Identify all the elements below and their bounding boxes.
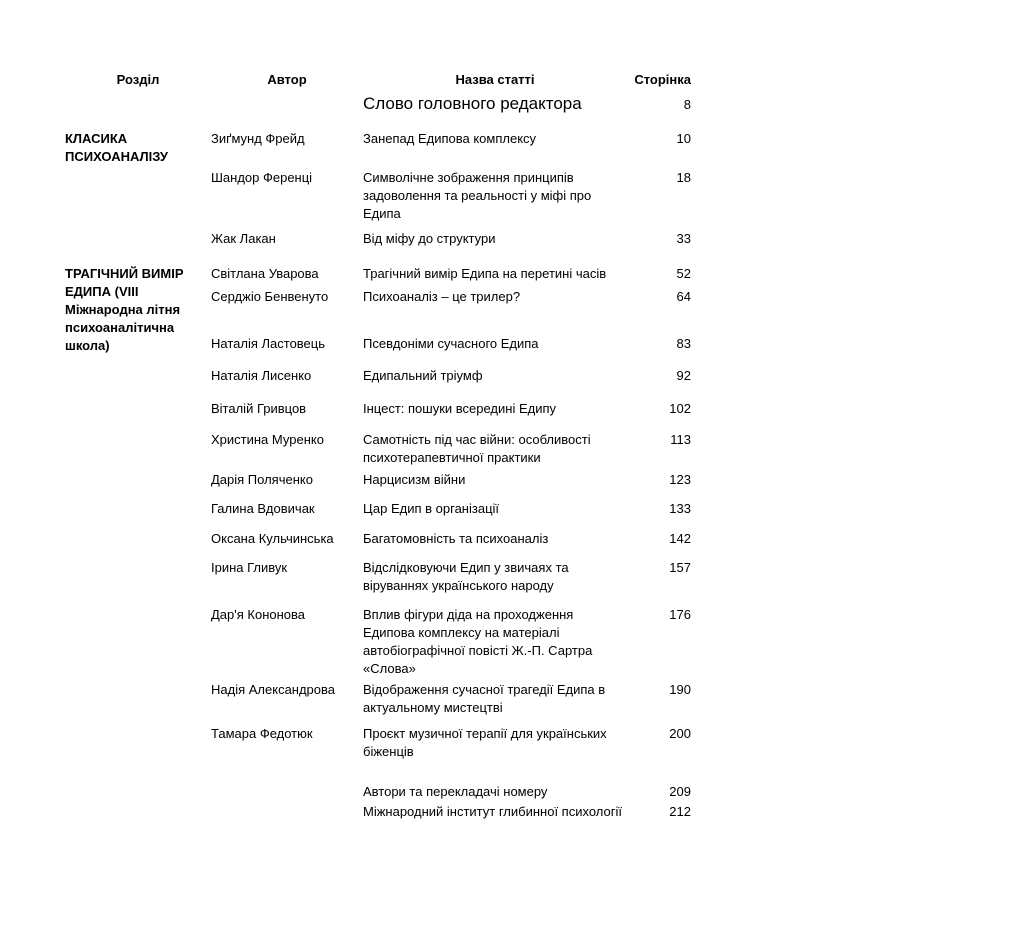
toc-row [363, 783, 691, 801]
toc-row [211, 725, 691, 761]
page-number: 18 [676, 170, 691, 185]
page-number: 157 [669, 560, 691, 575]
toc-row [211, 559, 691, 595]
author-cell: Дар'я Кононова [211, 607, 306, 622]
toc-row [211, 335, 691, 353]
title-cell: Вплив фігури діда на проходження Едипова комплексу на матеріалі автобіографічної повісті Ж.-П. Сартра «Слова» [363, 607, 593, 676]
toc-row [211, 471, 691, 489]
author-cell: Серджіо Бенвенуто [211, 289, 329, 304]
author-cell: Наталія Ластовець [211, 336, 326, 351]
column-header-author: Автор [267, 72, 307, 87]
toc-row [211, 681, 691, 717]
table-of-contents [65, 71, 691, 821]
author-cell: Жак Лакан [211, 231, 276, 246]
toc-row [211, 500, 691, 518]
page-number: 33 [676, 231, 691, 246]
page-number: 83 [676, 336, 691, 351]
column-header-section: Розділ [116, 72, 160, 87]
title-cell: Символічне зображення принципів задоволення та реальності у міфі про Едипа [363, 170, 592, 221]
title-cell: Міжнародний інститут глибинної психології [363, 804, 622, 819]
section-rows [211, 130, 691, 248]
toc-row-editor [363, 93, 691, 115]
toc-row [211, 230, 691, 248]
page-number: 92 [676, 368, 691, 383]
toc-row [211, 431, 691, 467]
page-number: 212 [669, 804, 691, 819]
title-cell: Автори та перекладачі номеру [363, 784, 548, 799]
toc-row [211, 400, 691, 418]
author-cell: Наталія Лисенко [211, 368, 312, 383]
toc-row [211, 265, 691, 283]
title-cell: Занепад Едипова комплексу [363, 131, 537, 146]
author-cell: Ірина Гливук [211, 560, 288, 575]
toc-row [363, 803, 691, 821]
title-cell: Нарцисизм війни [363, 472, 466, 487]
title-cell: Цар Едип в організації [363, 501, 500, 516]
page-number: 10 [676, 131, 691, 146]
page-number: 64 [676, 289, 691, 304]
title-cell: Трагічний вимір Едипа на перетині часів [363, 266, 607, 281]
author-cell: Дарія Поляченко [211, 472, 313, 487]
page-number: 8 [683, 97, 691, 112]
toc-row [211, 130, 691, 148]
page-number: 142 [669, 531, 691, 546]
toc-header-row [65, 71, 691, 89]
page-number: 113 [670, 432, 691, 447]
page-number: 190 [669, 682, 691, 697]
toc-row [211, 367, 691, 385]
section-title: КЛАСИКА ПСИХОАНАЛІЗУ [65, 131, 168, 164]
author-cell: Світлана Уварова [211, 266, 319, 281]
author-cell: Тамара Федотюк [211, 726, 313, 741]
author-cell: Галина Вдовичак [211, 501, 315, 516]
author-cell: Віталій Гривцов [211, 401, 307, 416]
page-number: 176 [669, 607, 691, 622]
author-cell: Оксана Кульчинська [211, 531, 334, 546]
page-number: 200 [669, 726, 691, 741]
title-cell: Відображення сучасної трагедії Едипа в актуальному мистецтві [363, 682, 606, 715]
title-cell: Від міфу до структури [363, 231, 496, 246]
author-cell: Христина Муренко [211, 432, 324, 447]
title-cell: Відслідковуючи Едип у звичаях та віруваннях українського народу [363, 560, 569, 593]
toc-row [211, 530, 691, 548]
title-cell: Слово головного редактора [363, 94, 582, 113]
page-number: 102 [669, 401, 691, 416]
page-number: 123 [669, 472, 691, 487]
column-header-title: Назва статті [455, 72, 535, 87]
author-cell: Зиґмунд Фрейд [211, 131, 305, 146]
toc-row [211, 606, 691, 678]
title-cell: Самотність під час війни: особливості психотерапевтичної практики [363, 432, 591, 465]
author-cell: Шандор Ференці [211, 170, 313, 185]
title-cell: Проєкт музичної терапії для українських біженців [363, 726, 607, 759]
section-tragic-dimension [65, 265, 691, 761]
title-cell: Інцест: пошуки всередині Едипу [363, 401, 557, 416]
toc-row [211, 288, 691, 306]
author-cell: Надія Александрова [211, 682, 336, 697]
page-number: 209 [669, 784, 691, 799]
page-number: 52 [676, 266, 691, 281]
page-number: 133 [669, 501, 691, 516]
section-title: ТРАГІЧНИЙ ВИМІР ЕДИПА (VIII Міжнародна літня психоаналітична школа) [65, 266, 184, 353]
column-header-page: Сторінка [634, 72, 691, 87]
title-cell: Психоаналіз – це трилер? [363, 289, 521, 304]
section-classics [65, 130, 691, 248]
title-cell: Едипальний тріумф [363, 368, 483, 383]
toc-row [211, 169, 691, 223]
title-cell: Псевдоніми сучасного Едипа [363, 336, 539, 351]
section-rows [211, 265, 691, 761]
footer-rows [363, 783, 691, 821]
title-cell: Багатомовність та психоаналіз [363, 531, 549, 546]
